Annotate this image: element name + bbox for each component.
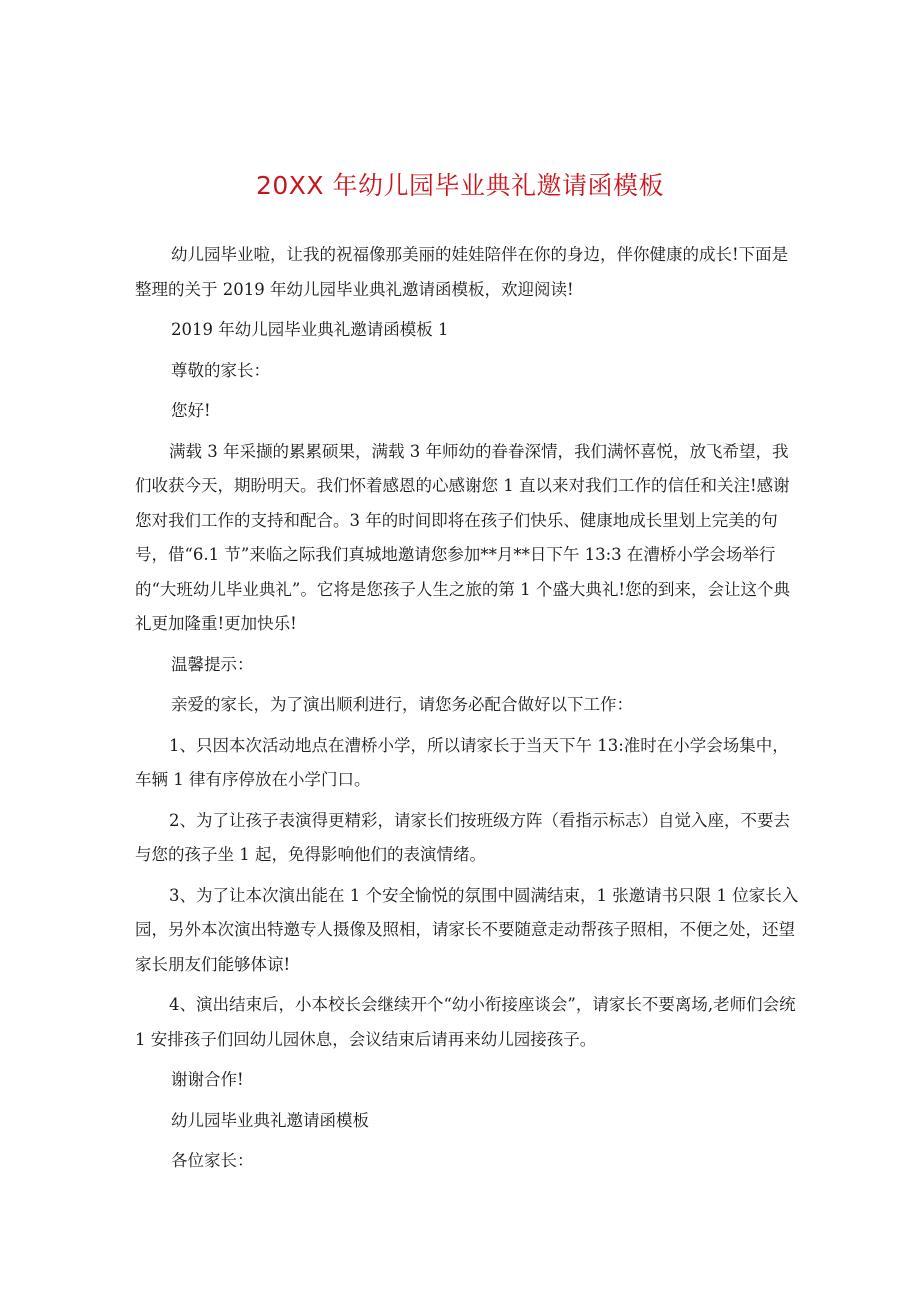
document-body <box>135 238 800 1185</box>
salutation: 尊敬的家长： <box>171 360 270 380</box>
tip-item-2: 2、为了让孩子表演得更精彩，请家长们按班级方阵（看指示标志）自觉入座，不要去与您的孩子坐 1 起，免得影响他们的表演情绪。 <box>135 810 790 864</box>
tip-item-4: 4、演出结束后，小本校长会继续开个“幼小衔接座谈会”，请家长不要离场,老师们会统 1 安排孩子们回幼儿园休息，会议结束后请再来幼儿园接孩子。 <box>135 995 796 1049</box>
salutation-2: 各位家长： <box>171 1151 254 1170</box>
section-heading: 2019 年幼儿园毕业典礼邀请函模板 1 <box>171 320 449 339</box>
thanks-line: 谢谢合作! <box>171 1070 244 1089</box>
tip-item-3: 3、为了让本次演出能在 1 个安全愉悦的氛围中圆满结束，1 张邀请书只限 1 位家长入园，另外本次演出特邀专人摄像及照相，请家长不要随意走动帮孩子照相，不便之处，还望家长朋友们能够体谅! <box>135 885 799 974</box>
document-title: 20XX 年幼儿园毕业典礼邀请函模板 <box>255 171 664 200</box>
tip-item-1: 1、只因本次活动地点在漕桥小学，所以请家长于当天下午 13:准时在小学会场集中，车辆 1 律有序停放在小学门口。 <box>135 735 789 789</box>
intro-paragraph: 幼儿园毕业啦，让我的祝福像那美丽的娃娃陪伴在你的身边，伴你健康的成长!下面是整理的关于 2019 年幼儿园毕业典礼邀请函模板，欢迎阅读! <box>135 245 789 299</box>
tips-intro: 亲爱的家长，为了演出顺利进行，请您务必配合做好以下工作： <box>171 695 633 714</box>
section-heading-2: 幼儿园毕业典礼邀请函模板 <box>171 1110 369 1130</box>
greeting: 您好! <box>171 401 211 420</box>
invitation-paragraph: 满载 3 年采撷的累累硕果，满载 3 年师幼的眷眷深情，我们满怀喜悦，放飞希望，我们收获今天，期盼明天。我们怀着感恩的心感谢您 1 直以来对我们工作的信任和关注!感谢您对我们工作的支持和配合。3 年的时间即将在孩子们快乐、健康地成长里划上完美的句号，借“6.1 节”来临之际我们真城地邀请您参加**月**日下午 13:3 在漕桥小学会场举行的“大班幼儿毕业典礼”。它将是您孩子人生之旅的第 1 个盛大典礼!您的到来，会让这个典礼更加隆重!更加快乐! <box>135 441 790 633</box>
tips-heading: 温馨提示： <box>171 654 254 674</box>
